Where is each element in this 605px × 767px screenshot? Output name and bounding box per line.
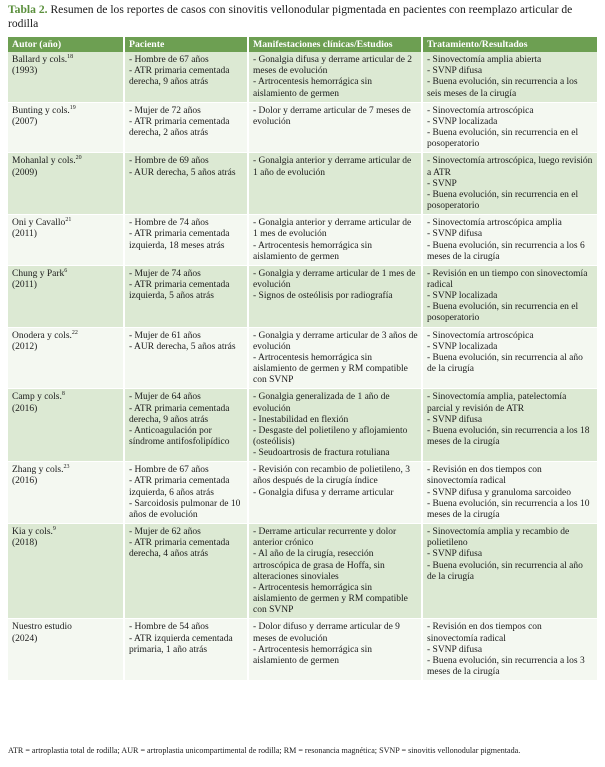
patient-item: - Mujer de 61 años [129,330,201,341]
cell-patient [124,265,248,327]
author-reference: 20 [75,155,82,162]
table-row [8,153,597,215]
author-year: (2007) [12,116,38,127]
patient-item: - ATR primaria cementada derecha, 9 años atrás [129,403,230,425]
author-name: Mohanlal y cols.$^{20}$ [12,155,82,167]
author-reference: 22 [71,329,78,336]
author-name: Ballard y cols.$^{18}$ [12,54,74,66]
table-row [8,524,597,619]
clinical-item: - Artrocentesis hemorrágica sin aislamiento de germen [253,77,372,99]
treatment-item: - Buena evolución, sin recurrencia a los 10 meses de la cirugía [427,498,590,520]
author-reference: 23 [63,464,70,471]
patient-item: - Mujer de 74 años [129,268,201,279]
clinical-item: - Artrocentesis hemorrágica sin aislamiento de germen [253,240,372,262]
author-reference: 21 [65,217,72,224]
cell-patient [124,52,248,102]
cell-patient [124,153,248,215]
cell-clinical [248,619,422,681]
table-row [8,619,597,681]
cell-author [8,619,124,681]
author-reference: 8 [61,391,65,398]
cell-author [8,265,124,327]
author-name: Kia y cols.$^9$ [12,525,56,538]
table-caption-text: Resumen de los reportes de casos con sinovitis vellonodular pigmentada en pacientes con reemplazo articular de rodilla [8,3,573,30]
cell-treatment [422,462,597,524]
cell-patient [124,327,248,389]
treatment-item: - SVNP localizada [427,291,498,302]
treatment-item: - SVNP difusa [427,549,483,560]
patient-item: - Hombre de 67 años [129,55,209,66]
author-year: (2011) [12,279,37,290]
clinical-item: - Gonalgia generalizada de 1 año de evolución [253,392,390,414]
treatment-item: - Revisión en un tiempo con sinovectomía radical [427,268,588,290]
cell-patient [124,389,248,462]
cell-clinical [248,102,422,153]
treatment-item: - Sinovectomía artroscópica amplia [427,218,562,229]
patient-item: - ATR primaria cementada derecha, 2 años atrás [129,116,230,139]
treatment-item: - Sinovectomía amplia, patelectomía parcial y revisión de ATR [427,392,567,414]
cell-treatment [422,524,597,619]
treatment-item: - Sinovectomía amplia y recambio de polietileno [427,527,570,549]
patient-item: - ATR primaria cementada izquierda, 6 años atrás [129,476,230,498]
author-reference: 19 [69,104,76,111]
clinical-item: - Gonalgia y derrame articular de 3 años de evolución [253,330,418,352]
cell-treatment [422,102,597,153]
cell-patient [124,619,248,681]
clinical-item: - Gonalgia anterior y derrame articular de 1 mes de evolución [253,218,412,240]
treatment-item: - SVNP difusa y granuloma sarcoideo [427,487,571,498]
cell-clinical [248,524,422,619]
treatment-item: - Buena evolución, sin recurrencia al año de la cirugía [427,352,583,375]
case-reports-table [8,37,597,681]
author-year: (2011) [12,229,37,240]
table-row [8,389,597,462]
author-name: Onodera y cols.$^{22}$ [12,329,78,341]
treatment-item: - Sinovectomía artroscópica [427,330,534,341]
cell-author [8,153,124,215]
table-row [8,215,597,266]
treatment-item: - SVNP difusa [427,414,483,425]
author-year: (2018) [12,538,38,549]
author-reference: 9 [52,525,56,532]
author-year: (2012) [12,341,38,352]
treatment-item: - SVNP difusa [427,644,483,655]
cell-clinical [248,52,422,102]
author-reference: 18 [67,54,74,60]
table-caption [8,3,598,30]
cell-patient [124,102,248,153]
cell-author [8,462,124,524]
treatment-item: - Sinovectomía artroscópica [427,105,534,116]
clinical-item: - Inestabilidad en flexión [253,414,349,425]
author-year: (1993) [12,66,38,77]
clinical-item: - Derrame articular recurrente y dolor anterior crónico [253,527,397,549]
patient-item: - AUR derecha, 5 años atrás [129,341,236,352]
author-year: (2009) [12,167,38,178]
patient-item: - Mujer de 72 años [129,105,201,116]
cell-clinical [248,327,422,389]
clinical-item: - Desgaste del polietileno y aflojamiento (osteólisis) [253,425,408,447]
clinical-item: - Gonalgia difusa y derrame articular [253,487,394,498]
cell-treatment [422,389,597,462]
treatment-item: - Revisión en dos tiempos con sinovectomía radical [427,622,542,644]
author-name: Chung y Park$^6$ [12,267,68,279]
cell-treatment [422,52,597,102]
cell-patient [124,462,248,524]
patient-item: - AUR derecha, 5 años atrás [129,167,236,178]
header-tratamiento: Tratamiento/Resultados [422,37,597,52]
treatment-item: - SVNP difusa [427,229,483,240]
patient-item: - Mujer de 62 años [129,527,201,538]
cell-author [8,215,124,266]
patient-item: - ATR primaria cementada izquierda, 5 años atrás [129,279,230,302]
patient-item: - ATR primaria cementada derecha, 9 años atrás [129,66,230,88]
treatment-item: - Buena evolución, sin recurrencia en el posoperatorio [427,128,579,150]
table-row [8,462,597,524]
table-header-row [8,37,597,52]
treatment-item: - Sinovectomía artroscópica, luego revisión a ATR [427,156,593,178]
cell-clinical [248,153,422,215]
treatment-item: - Buena evolución, sin recurrencia en el posoperatorio [427,302,579,324]
patient-item: - Hombre de 74 años [129,218,209,229]
treatment-item: - Sinovectomía amplia abierta [427,55,542,66]
clinical-item: - Gonalgia anterior y derrame articular de 1 año de evolución [253,156,412,178]
cell-author [8,389,124,462]
cell-author [8,327,124,389]
patient-item: - Hombre de 54 años [129,622,209,633]
patient-item: - Hombre de 69 años [129,156,209,167]
clinical-item: - Artrocentesis hemorrágica sin aislamiento de germen y RM compatible con SVNP [253,352,408,386]
clinical-item: - Signos de osteólisis por radiografía [253,291,393,302]
patient-item: - Anticoagulación por síndrome antifosfolipídico [129,425,230,447]
clinical-item: - Al año de la cirugía, resección artroscópica de grasa de Hoffa, sin alteraciones sinoviales [253,549,385,582]
cell-treatment [422,327,597,389]
treatment-item: - Buena evolución, sin recurrencia a los seis meses de la cirugía [427,77,578,99]
table-row [8,52,597,102]
patient-item: - ATR izquierda cementada primaria, 1 año atrás [129,633,233,655]
treatment-item: - Buena evolución, sin recurrencia a los 3 meses de la cirugía [427,655,585,677]
cell-treatment [422,265,597,327]
treatment-item: - SVNP localizada [427,116,498,127]
treatment-item: - SVNP difusa [427,66,483,77]
cell-treatment [422,153,597,215]
clinical-item: - Artrocentesis hemorrágica sin aislamiento de germen y RM compatible con SVNP [253,582,408,616]
clinical-item: - Revisión con recambio de polietileno, 3 años después de la cirugía índice [253,465,410,487]
treatment-item: - Buena evolución, sin recurrencia al año de la cirugía [427,560,583,582]
cell-treatment [422,619,597,681]
cell-treatment [422,215,597,266]
header-manifestaciones: Manifestaciones clínicas/Estudios [248,37,422,52]
patient-item: - Mujer de 64 años [129,392,201,403]
treatment-item: - Buena evolución, sin recurrencia a los 6 meses de la cirugía [427,240,585,262]
clinical-item: - Artrocentesis hemorrágica sin aislamiento de germen [253,644,372,666]
table-row [8,265,597,327]
cell-author [8,102,124,153]
author-name: Zhang y cols.$^{23}$ [12,464,70,476]
author-name: Oni y Cavallo$^{21}$ [12,217,72,229]
clinical-item: - Dolor y derrame articular de 7 meses de evolución [253,105,411,127]
clinical-item: - Gonalgia difusa y derrame articular de 2 meses de evolución [253,55,413,77]
treatment-item: - Buena evolución, sin recurrencia en el posoperatorio [427,189,579,212]
author-name: Bunting y cols.$^{19}$ [12,104,76,116]
author-name: Nuestro estudio [12,622,72,633]
header-paciente: Paciente [124,37,248,52]
header-autor: Autor (año) [8,37,124,52]
cell-clinical [248,462,422,524]
cell-author [8,52,124,102]
clinical-item: - Seudoartrosis de fractura rotuliana [253,448,390,459]
cell-clinical [248,265,422,327]
cell-patient [124,524,248,619]
author-reference: 6 [64,267,68,274]
cell-clinical [248,389,422,462]
clinical-item: - Dolor difuso y derrame articular de 9 meses de evolución [253,622,400,644]
patient-item: - ATR primaria cementada derecha, 4 años atrás [129,538,230,560]
treatment-item: - SVNP localizada [427,341,498,352]
patient-item: - Hombre de 67 años [129,465,209,476]
patient-item: - ATR primaria cementada izquierda, 18 meses atrás [129,229,230,251]
patient-item: - Sarcoidosis pulmonar de 10 años de evolución [129,498,241,520]
table-row [8,102,597,153]
treatment-item: - SVNP [427,178,457,189]
table-row [8,327,597,389]
author-name: Camp y cols.$^8$ [12,391,65,403]
treatment-item: - Revisión en dos tiempos con sinovectomía radical [427,465,542,487]
cell-author [8,524,124,619]
treatment-item: - Buena evolución, sin recurrencia a los 18 meses de la cirugía [427,425,590,447]
author-year: (2024) [12,633,38,644]
table-footnote: ATR = artroplastia total de rodilla; AUR = artroplastia unicompartimental de rodilla; RM = resonancia magnética; SVNP = sinovitis vellonodular pigmentada. [8,746,521,755]
author-year: (2016) [12,403,38,414]
cell-patient [124,215,248,266]
author-year: (2016) [12,476,38,487]
cell-clinical [248,215,422,266]
table-label: Tabla 2. [8,3,48,16]
clinical-item: - Gonalgia y derrame articular de 1 mes de evolución [253,268,416,290]
